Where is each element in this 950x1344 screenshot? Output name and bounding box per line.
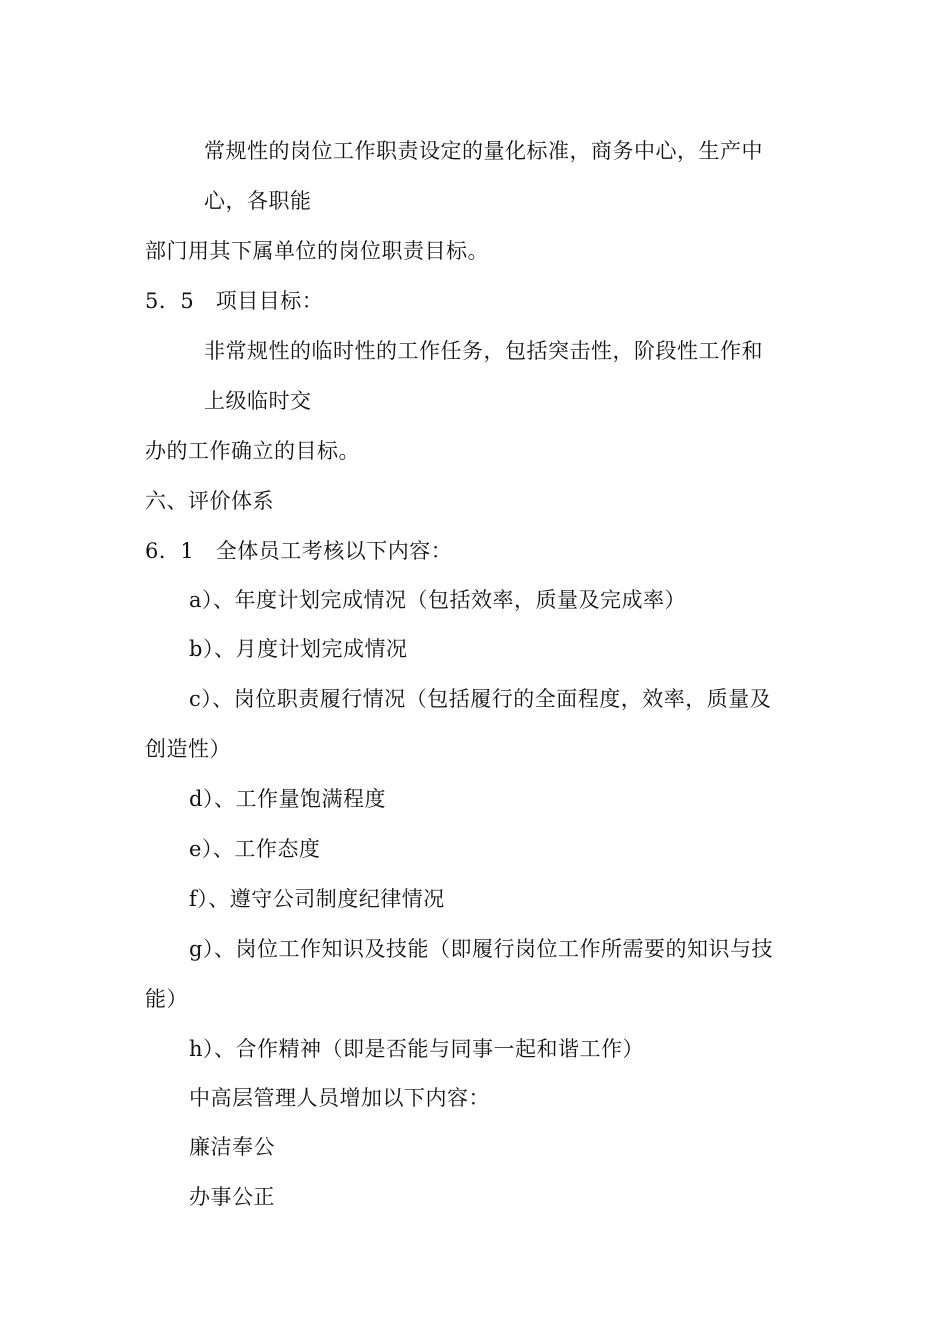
paragraph-line: 上级临时交 <box>204 389 312 413</box>
list-item: d）、工作量饱满程度 <box>189 787 386 811</box>
paragraph-line: 非常规性的临时性的工作任务，包括突击性，阶段性工作和 <box>204 339 763 363</box>
list-item: e）、工作态度 <box>189 837 321 861</box>
paragraph-line: 办的工作确立的目标。 <box>145 439 360 463</box>
section-heading: 6．1 全体员工考核以下内容： <box>145 539 453 563</box>
list-item: 廉洁奉公 <box>189 1135 275 1159</box>
paragraph-line: 常规性的岗位工作职责设定的量化标准，商务中心，生产中 <box>204 139 763 163</box>
list-item-continuation: 创造性） <box>145 737 231 761</box>
list-item: h）、合作精神（即是否能与同事一起和谐工作） <box>189 1037 645 1061</box>
list-item: g）、岗位工作知识及技能（即履行岗位工作所需要的知识与技 <box>189 937 773 961</box>
list-item: 办事公正 <box>189 1185 275 1209</box>
list-item-continuation: 能） <box>145 987 188 1011</box>
paragraph-line: 心，各职能 <box>204 189 312 213</box>
section-heading: 5．5 项目目标： <box>145 289 324 313</box>
paragraph-line: 中高层管理人员增加以下内容： <box>189 1086 490 1110</box>
chapter-heading: 六、评价体系 <box>145 489 274 513</box>
list-item: f）、遵守公司制度纪律情况 <box>189 887 445 911</box>
list-item: c）、岗位职责履行情况（包括履行的全面程度，效率，质量及 <box>189 687 772 711</box>
list-item: a）、年度计划完成情况（包括效率，质量及完成率） <box>189 588 687 612</box>
list-item: b）、月度计划完成情况 <box>189 637 408 661</box>
paragraph-line: 部门用其下属单位的岗位职责目标。 <box>145 239 489 263</box>
